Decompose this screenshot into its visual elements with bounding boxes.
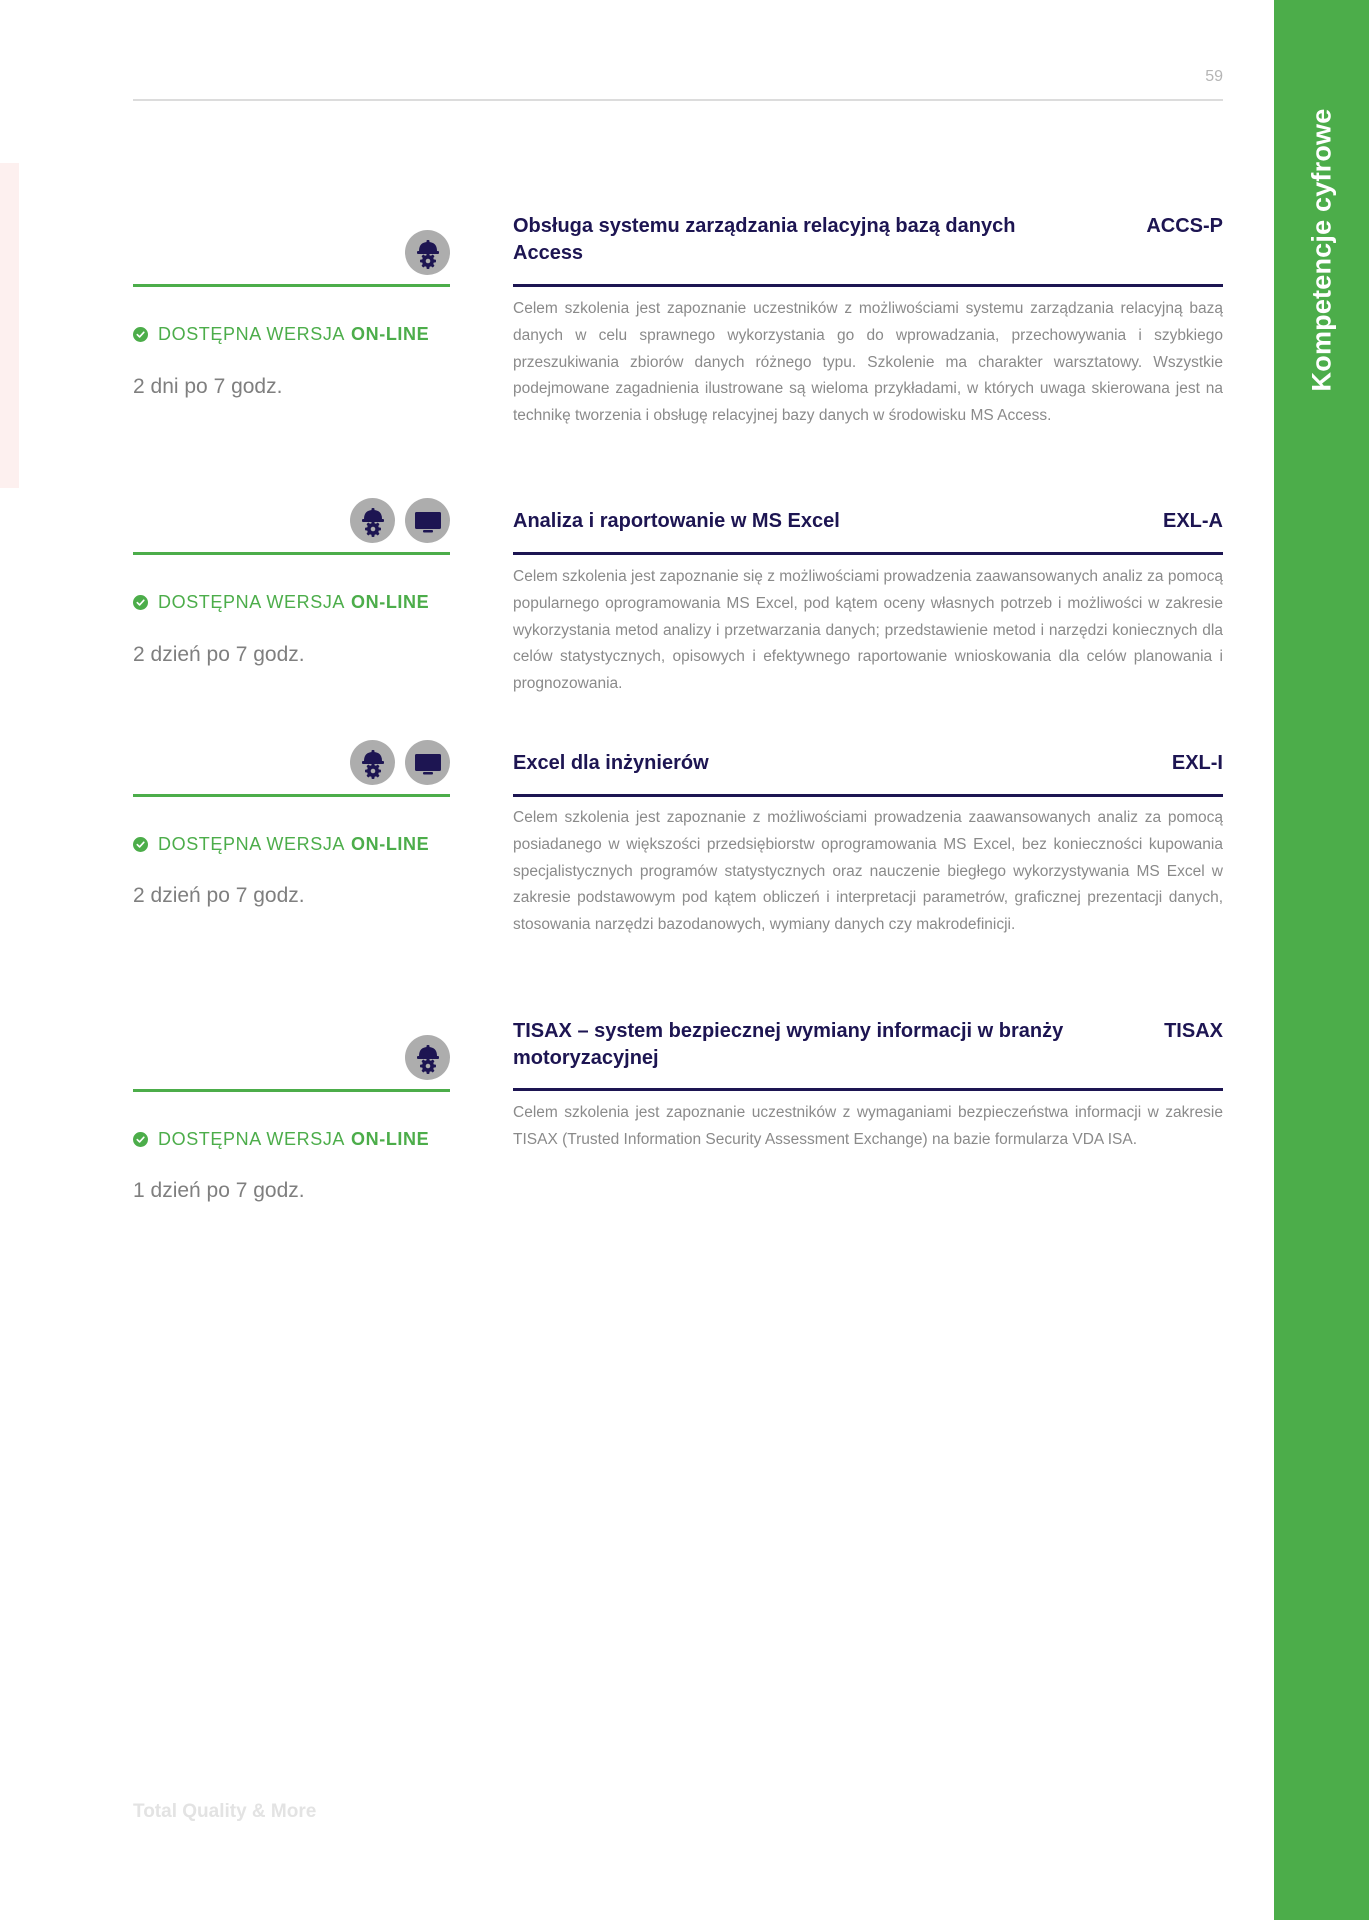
footer-brand: Total Quality & More <box>133 1801 317 1822</box>
online-label: DOSTĘPNA WERSJA <box>158 1128 346 1149</box>
availability-divider <box>133 284 450 287</box>
engineer-helmet-gear-icon <box>405 1035 450 1080</box>
course-code: EXL-I <box>1171 752 1223 774</box>
availability-divider <box>133 794 450 797</box>
title-divider <box>513 1088 1223 1091</box>
online-label: DOSTĘPNA WERSJA <box>158 591 346 612</box>
check-circle-icon <box>133 837 148 852</box>
course-description: Celem szkolenia jest zapoznanie się z możliwościami prowadzenia zaawansowanych analiz za pomocą popularnego oprogramowania MS Excel, pod kątem oceny własnych potrzeb i możliwości w zakresie wykorzystania metod analizy i przetwarzania danych; przedstawienie metod i narzędzi koniecznych dla celów statystycznych, opisowych i efektywnego raportowanie wnioskowania dla celów planowania i prognozowania. <box>513 568 1223 693</box>
online-emphasis: ON-LINE <box>351 1128 430 1149</box>
course-title: Analiza i raportowanie w MS Excel <box>513 510 840 532</box>
engineer-helmet-gear-icon <box>350 740 395 785</box>
side-bar <box>1274 0 1369 1920</box>
monitor-icon <box>405 498 450 543</box>
page-number: 59 <box>1205 68 1223 85</box>
header-divider <box>133 99 1223 101</box>
course-duration: 1 dzień po 7 godz. <box>133 1179 305 1202</box>
course-code: TISAX <box>1164 1020 1223 1042</box>
course-icons <box>405 1035 450 1080</box>
online-availability <box>133 323 429 345</box>
left-accent-strip <box>0 163 19 488</box>
course-description: Celem szkolenia jest zapoznanie uczestników z wymaganiami bezpieczeństwa informacji w zakresie TISAX (Trusted Information Security Assessment Exchange) na bazie formularza VDA ISA. <box>513 1104 1223 1148</box>
online-label: DOSTĘPNA WERSJA <box>158 833 346 854</box>
course-description: Celem szkolenia jest zapoznanie uczestników z możliwościami systemu zarządzania relacyjną bazą danych w celu sprawnego wykorzystania go do wprowadzania, przechowywania i szybkiego przeszukiwania zbiorów danych różnego typu. Szkolenie ma charakter warsztatowy. Wszystkie podejmowane zagadnienia ilustrowane są wieloma przykładami, w których uwaga skierowana jest na technikę tworzenia i obsługę relacyjnej bazy danych w środowisku MS Access. <box>513 300 1223 425</box>
availability-divider <box>133 1089 450 1092</box>
check-circle-icon <box>133 595 148 610</box>
title-divider <box>513 552 1223 555</box>
monitor-icon <box>405 740 450 785</box>
course-duration: 2 dzień po 7 godz. <box>133 884 305 907</box>
course-code: ACCS-P <box>1146 215 1223 237</box>
course-title: TISAX – system bezpiecznej wymiany informacji w branży motoryzacyjnej <box>513 1020 1064 1069</box>
course-icons <box>405 230 450 275</box>
course-icons <box>350 740 450 785</box>
engineer-helmet-gear-icon <box>350 498 395 543</box>
engineer-helmet-gear-icon <box>405 230 450 275</box>
online-emphasis: ON-LINE <box>351 323 430 344</box>
section-label: Kompetencje cyfrowe <box>1306 108 1336 392</box>
course-title: Excel dla inżynierów <box>513 752 709 774</box>
course-description: Celem szkolenia jest zapoznanie z możliwościami prowadzenia zaawansowanych analiz za pomocą posiadanego w większości przedsiębiorstw oprogramowania MS Excel, bez konieczności kupowania specjalistycznych programów statystycznych oraz nauczenie biegłego wykorzystywania MS Excel w zakresie podstawowym pod kątem obliczeń i interpretacji parametrów, graficznej prezentacji danych, stosowania narzędzi bazodanowych, wymiany danych czy makrodefinicji. <box>513 809 1223 934</box>
check-circle-icon <box>133 327 148 342</box>
course-duration: 2 dzień po 7 godz. <box>133 643 305 666</box>
title-divider <box>513 284 1223 287</box>
online-availability <box>133 833 429 855</box>
course-title: Obsługa systemu zarządzania relacyjną bazą danych Access <box>513 215 1016 264</box>
course-code: EXL-A <box>1163 510 1223 532</box>
course-icons <box>350 498 450 543</box>
course-duration: 2 dni po 7 godz. <box>133 375 283 398</box>
online-availability <box>133 591 429 613</box>
online-label: DOSTĘPNA WERSJA <box>158 323 346 344</box>
online-emphasis: ON-LINE <box>351 833 430 854</box>
title-divider <box>513 794 1223 797</box>
check-circle-icon <box>133 1132 148 1147</box>
online-emphasis: ON-LINE <box>351 591 430 612</box>
online-availability <box>133 1128 429 1150</box>
availability-divider <box>133 552 450 555</box>
